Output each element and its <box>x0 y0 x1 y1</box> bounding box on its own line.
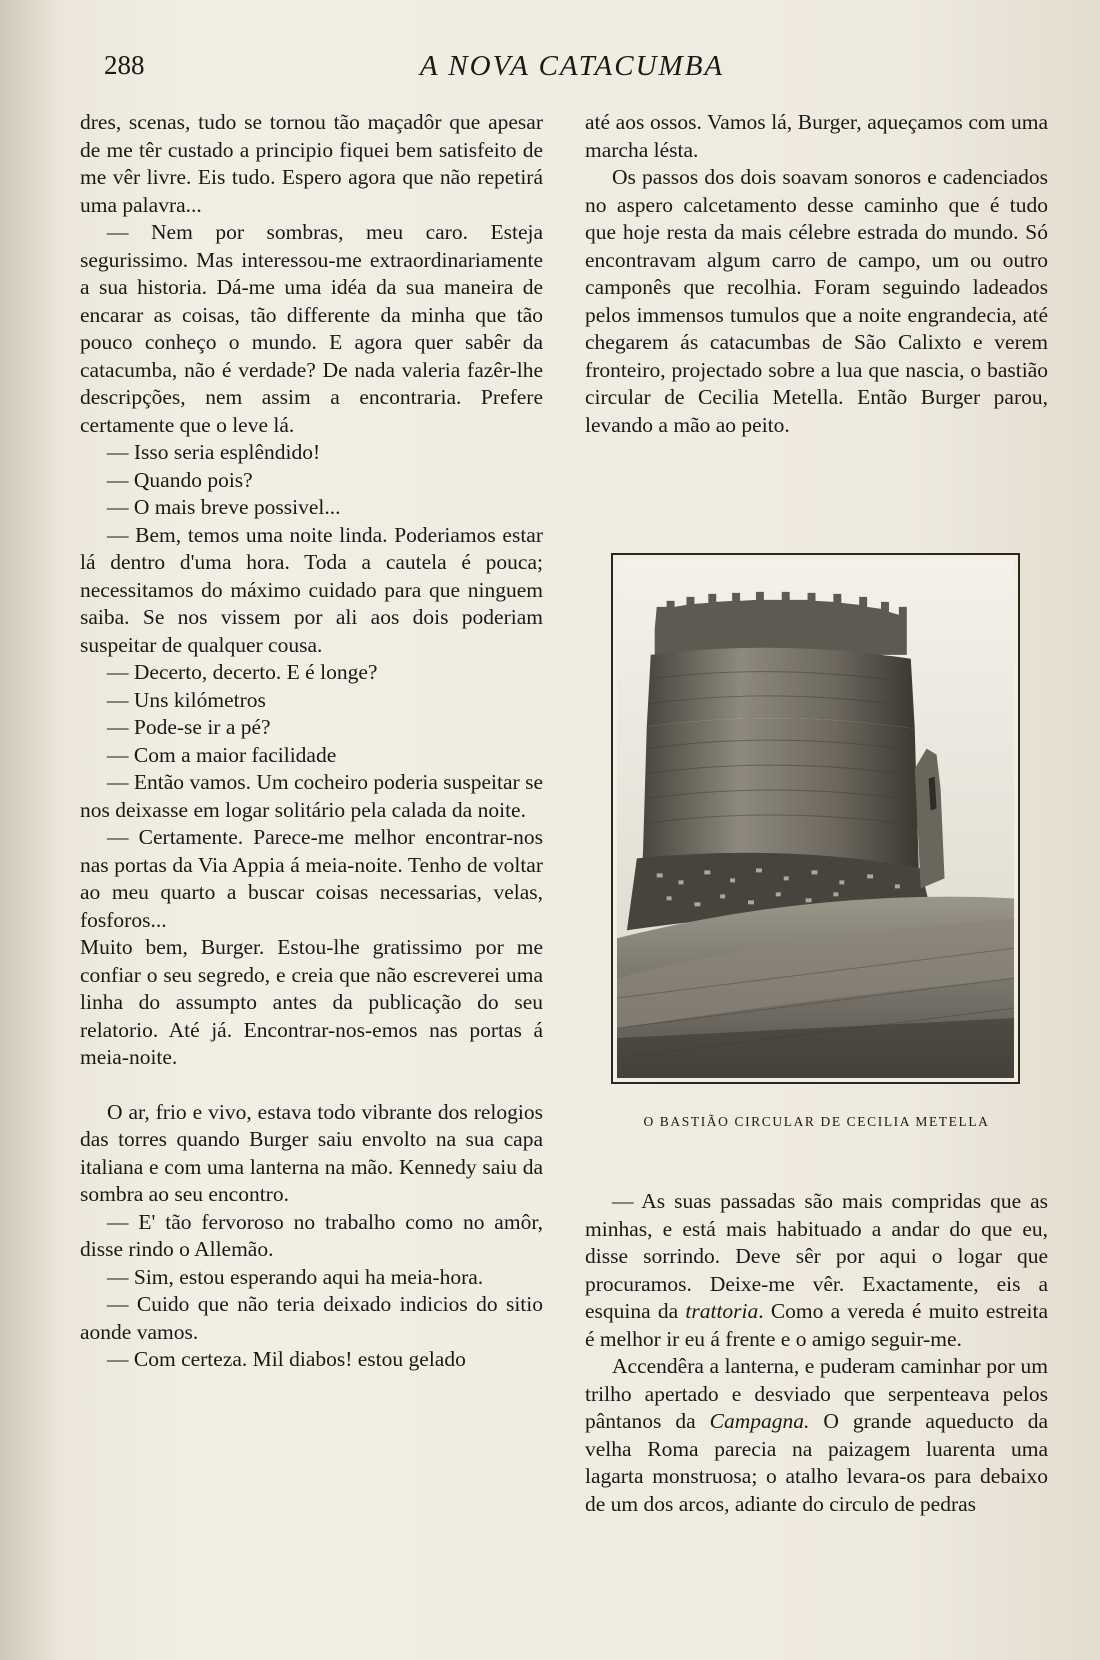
text-run: Accendêra a lanterna, e puderam caminhar por um trilho apertado e desviado que serpenteava pelos pântanos da <box>585 1354 1048 1433</box>
paragraph: — Uns kilómetros <box>107 687 266 712</box>
paragraph: O ar, frio e vivo, estava todo vibrante dos relogios das torres quando Burger saiu envolto na sua capa italiana e com uma lanterna na mão. Kennedy saiu da sombra ao seu encontro. <box>80 1099 543 1206</box>
paragraph: — Sim, estou esperando aqui ha meia-hora. <box>107 1264 484 1289</box>
paragraph: — Bem, temos uma noite linda. Poderiamos estar lá dentro d'uma hora. Toda a cautela é pouca; necessitamos do máximo cuidado para que ninguem saiba. Se nos vissem por ali aos dois poderiam suspeitar de qualquer cousa. <box>80 522 543 657</box>
text-run: O grande aqueducto da velha Roma parecia na paizagem luarenta uma lagarta monstruosa; o atalho levara-os para debaixo de um dos arcos, adiante do circulo de pedras <box>585 1409 1048 1516</box>
paragraph: dres, scenas, tudo se tornou tão maçadôr que apesar de me têr custado a principio fiquei bem satisfeito de me vêr livre. Eis tudo. Espero agora que não repetirá uma palavra... <box>80 110 543 217</box>
paragraph: — Pode-se ir a pé? <box>107 715 271 739</box>
paragraph: — Decerto, decerto. E é longe? <box>107 660 378 684</box>
paragraph: até aos ossos. Vamos lá, Burger, aqueçamos com uma marcha lésta. <box>585 110 1048 162</box>
page-header <box>104 50 990 90</box>
paragraph: — Com a maior facilidade <box>107 742 337 767</box>
figure-photo-frame <box>611 553 1020 1084</box>
paragraph: — Quando pois? <box>107 467 253 492</box>
italic-word: Campagna. <box>709 1409 810 1433</box>
paragraph: — Isso seria esplêndido! <box>107 440 321 464</box>
paragraph: — O mais breve possivel... <box>107 495 341 519</box>
text-run: — As suas passadas são mais compridas que as minhas, e está mais habituado a andar do que eu, disse sorrindo. Deve sêr por aqui o logar que procuramos. Deixe-me vêr. Exactamente, eis a esquina da <box>585 1189 1048 1323</box>
figure-caption: O BASTIÃO CIRCULAR DE CECILIA METELLA <box>643 1114 990 1129</box>
paragraph: — Cuido que não teria deixado indicios do sitio aonde vamos. <box>80 1292 543 1344</box>
paragraph: Os passos dos dois soavam sonoros e cadenciados no aspero calcetamento desse caminho que é tudo que hoje resta da mais célebre estrada do mundo. Só encontravam algum carro de campo, um ou outro camponês que recolhia. Foram seguindo ladeados pelos immensos tumulos que a noite engrandecia, até chegarem ás catacumbas de São Calixto e verem fronteiro, projectado sobre a lua que nascia, o bastião circular de Cecilia Metella. Então Burger parou, levando a mão ao peito. <box>585 165 1048 437</box>
paragraph: Muito bem, Burger. Estou-lhe gratissimo por me confiar o seu segredo, e creia que não escreverei uma linha do assumpto antes da publicação do seu relatorio. Até já. Encontrar-nos-emos nas portas á meia-noite. <box>80 935 543 1069</box>
text-run: . Como a vereda é muito estreita é melhor ir eu á frente e o amigo seguir-me. <box>585 1299 1049 1351</box>
left-column <box>80 109 543 1374</box>
italic-word: trattoria <box>685 1299 759 1323</box>
paragraph <box>585 1188 1048 1353</box>
page-number: 288 <box>104 50 145 80</box>
running-title: A NOVA CATACUMBA <box>419 50 725 82</box>
paragraph: — Então vamos. Um cocheiro poderia suspeitar se nos deixasse em logar solitário pela calada da noite. <box>80 770 543 822</box>
right-column-bottom <box>585 1188 1048 1518</box>
tower-photograph <box>617 559 1014 1078</box>
paragraph: — E' tão fervoroso no trabalho como no amôr, disse rindo o Allemão. <box>80 1209 543 1261</box>
right-column-top <box>585 109 1048 439</box>
paragraph: — Com certeza. Mil diabos! estou gelado <box>107 1347 466 1371</box>
paragraph: — Certamente. Parece-me melhor encontrar-nos nas portas da Via Appia á meia-noite. Tenho de voltar ao meu quarto a buscar coisas necessarias, velas, fosforos... <box>80 825 543 932</box>
paragraph <box>585 1353 1048 1518</box>
paragraph: — Nem por sombras, meu caro. Esteja segurissimo. Mas interessou-me extraordinariamente a sua historia. Dá-me uma idéa da sua maneira de encarar as coisas, tão differente da minha que tão pouco conheço o mundo. E agora quer sabêr da catacumba, não é verdade? De nada valeria fazêr-lhe descripções, nem assim a encontraria. Prefere certamente que o leve lá. <box>80 220 543 437</box>
